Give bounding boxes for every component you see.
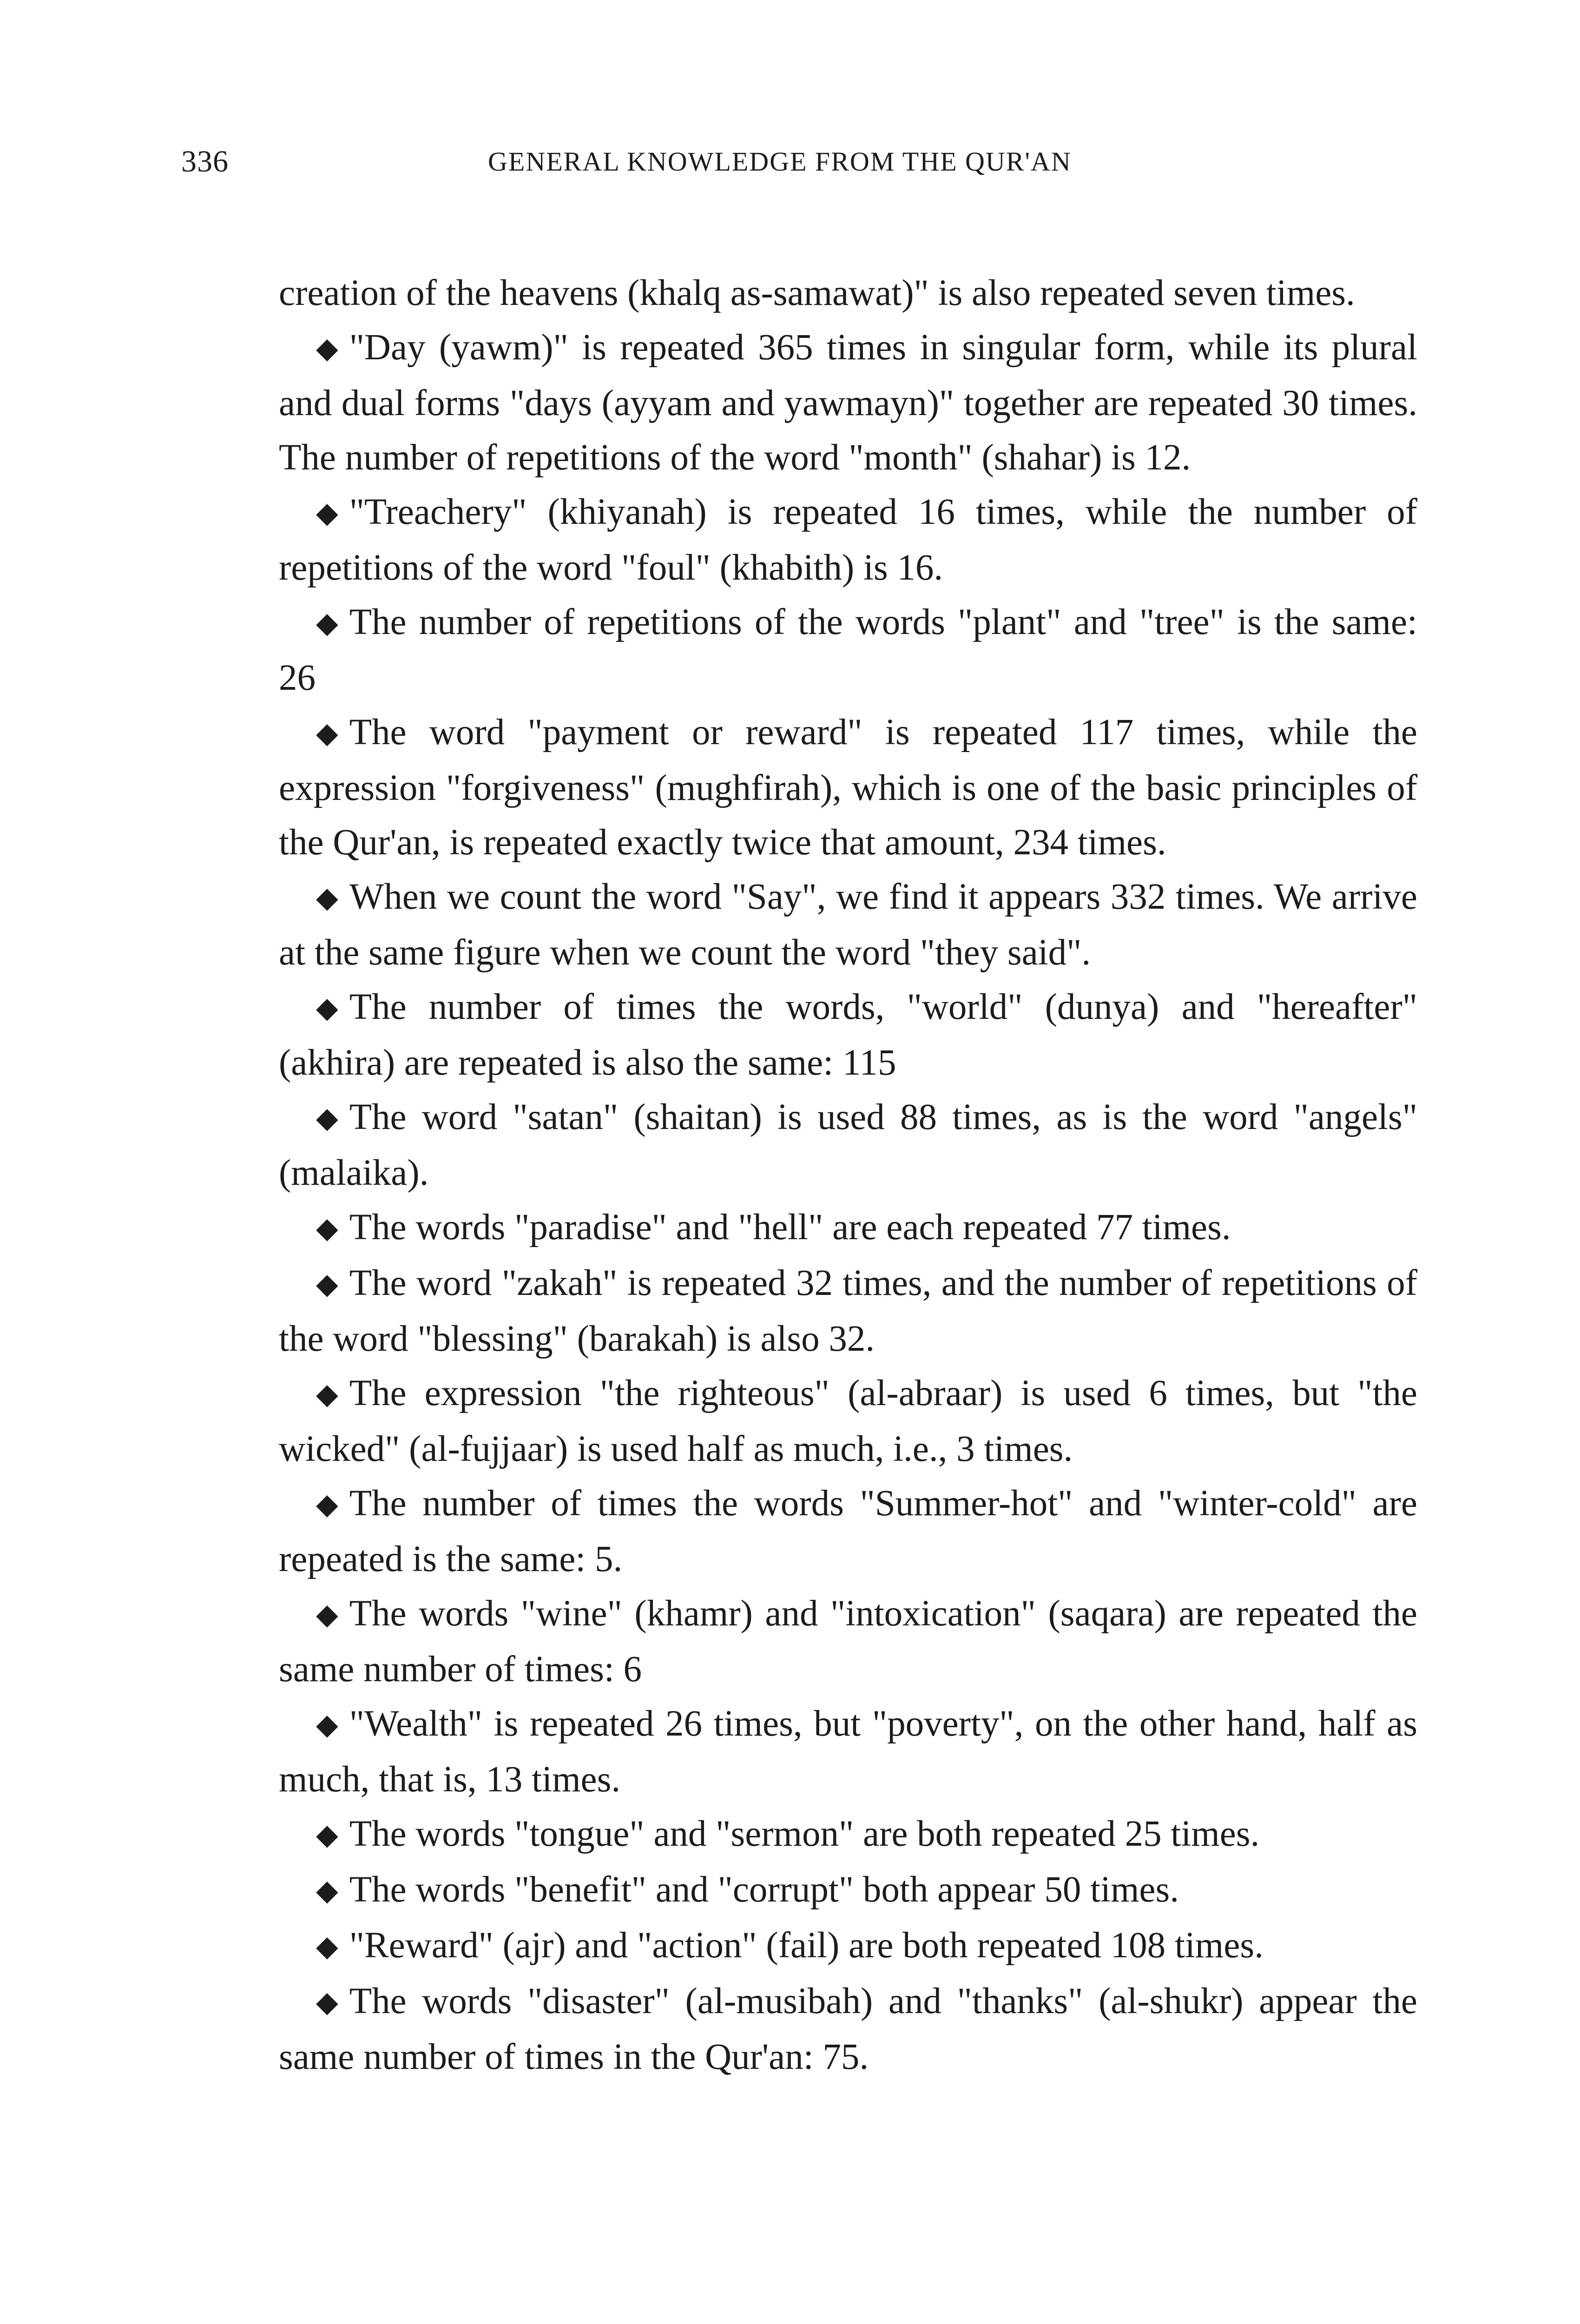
black-diamond-icon: ◆ (316, 882, 338, 914)
list-item (279, 1586, 1417, 1697)
list-item (279, 1200, 1417, 1256)
black-diamond-icon: ◆ (316, 333, 338, 364)
black-diamond-icon: ◆ (316, 1268, 338, 1300)
list-item-text: The number of times the words "Summer-hot" and "winter-cold" are repeated is the same: 5. (279, 1483, 1417, 1579)
list-item-text: "Wealth" is repeated 26 times, but "poverty", on the other hand, half as much, that is, 13 times. (279, 1703, 1417, 1800)
list-item-text: The number of times the words, "world" (dunya) and "hereafter" (akhira) are repeated is also the same: 115 (279, 987, 1417, 1083)
black-diamond-icon: ◆ (316, 1875, 338, 1907)
black-diamond-icon: ◆ (316, 1931, 338, 1962)
list-item-text: The words "tongue" and "sermon" are both repeated 25 times. (349, 1814, 1260, 1854)
list-item-text: The expression "the righteous" (al-abraar) is used 6 times, but "the wicked" (al-fujjaar) is used half as much, i.e., 3 times. (279, 1373, 1417, 1469)
list-item-text: The words "wine" (khamr) and "intoxication" (saqara) are repeated the same number of times: 6 (279, 1593, 1417, 1690)
page-number: 336 (181, 145, 229, 178)
list-item-text: The words "disaster" (al-musibah) and "thanks" (al-shukr) appear the same number of times in the Qur'an: 75. (279, 1981, 1417, 2077)
continuation-paragraph: creation of the heavens (khalq as-samawat)" is also repeated seven times. (279, 273, 1355, 313)
list-item (279, 1090, 1417, 1200)
list-item (279, 1918, 1417, 1974)
list-item-text: "Reward" (ajr) and "action" (fail) are both repeated 108 times. (349, 1925, 1264, 1966)
running-title: GENERAL KNOWLEDGE FROM THE QUR'AN (488, 146, 1072, 177)
list-item-text: The words "paradise" and "hell" are each repeated 77 times. (349, 1207, 1231, 1248)
list-item (279, 870, 1417, 980)
black-diamond-icon: ◆ (316, 1213, 338, 1244)
list-item (279, 1476, 1417, 1586)
list-item-text: The word "payment or reward" is repeated 117 times, while the expression "forgiveness" (mughfirah), which is one of the basic principles of the Qur'an, is repeated exactly twice that amount, 234 times. (279, 712, 1417, 863)
list-item (279, 1256, 1417, 1366)
black-diamond-icon: ◆ (316, 497, 338, 529)
black-diamond-icon: ◆ (316, 992, 338, 1024)
list-item-text: When we count the word "Say", we find it appears 332 times. We arrive at the same figure when we count the word "they said". (279, 877, 1417, 973)
black-diamond-icon: ◆ (316, 1489, 338, 1520)
list-item (279, 1974, 1417, 2084)
list-item-text: The word "satan" (shaitan) is used 88 times, as is the word "angels" (malaika). (279, 1097, 1417, 1193)
black-diamond-icon: ◆ (316, 1987, 338, 2018)
list-item (279, 1697, 1417, 1807)
list-item (279, 1366, 1417, 1476)
running-head (181, 144, 1417, 186)
black-diamond-icon: ◆ (316, 718, 338, 749)
black-diamond-icon: ◆ (316, 1379, 338, 1410)
list-item-text: The word "zakah" is repeated 32 times, and the number of repetitions of the word "blessing" (barakah) is also 32. (279, 1263, 1417, 1359)
list-item-text: The number of repetitions of the words "plant" and "tree" is the same: 26 (279, 602, 1417, 698)
list-item (279, 485, 1417, 595)
list-item (279, 1862, 1417, 1918)
list-item (279, 595, 1417, 705)
list-item-text: "Day (yawm)" is repeated 365 times in singular form, while its plural and dual forms "days (ayyam and yawmayn)" together are repeated 30 times. The number of repetitions of the word "month" (shahar) is 12. (279, 327, 1417, 478)
black-diamond-icon: ◆ (316, 1103, 338, 1134)
list-item-text: "Treachery" (khiyanah) is repeated 16 times, while the number of repetitions of the word "foul" (khabith) is 16. (279, 492, 1417, 588)
black-diamond-icon: ◆ (316, 1599, 338, 1631)
black-diamond-icon: ◆ (316, 1709, 338, 1741)
list-item-text: The words "benefit" and "corrupt" both appear 50 times. (349, 1869, 1179, 1910)
body-text (279, 266, 1417, 2084)
list-item (279, 705, 1417, 870)
list-item (279, 980, 1417, 1090)
black-diamond-icon: ◆ (316, 607, 338, 639)
list-item (279, 1807, 1417, 1862)
black-diamond-icon: ◆ (316, 1819, 338, 1851)
list-item (279, 320, 1417, 485)
